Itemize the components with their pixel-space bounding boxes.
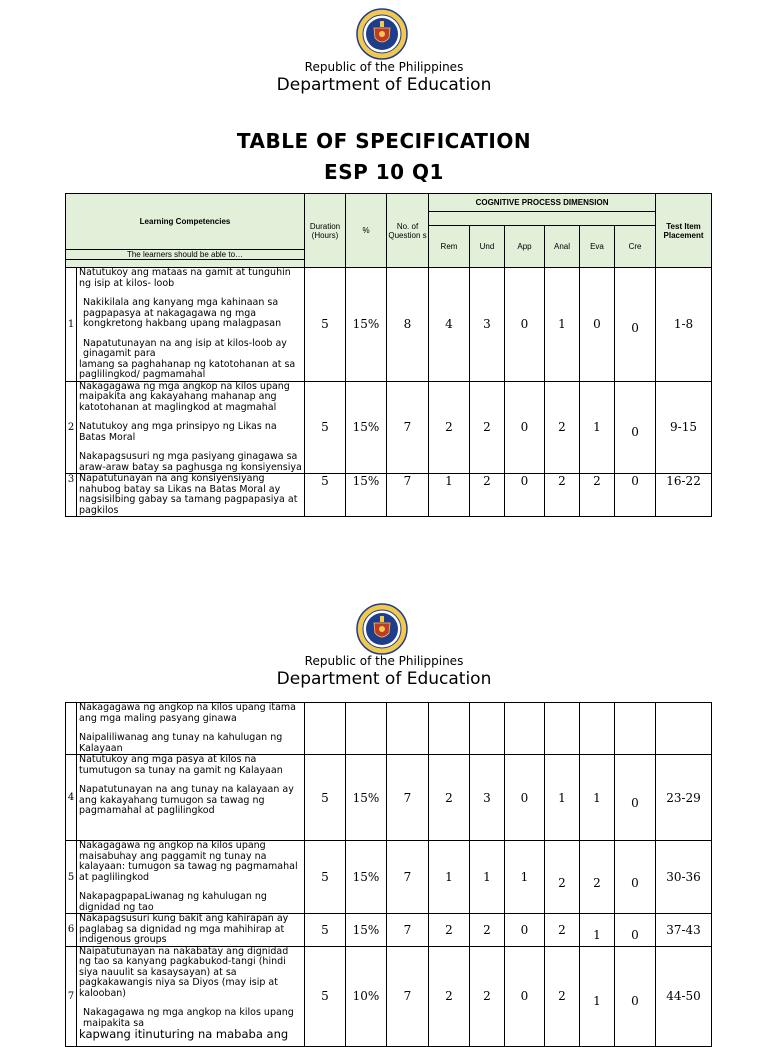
und-cell: 2	[470, 946, 505, 1046]
app-cell: 0	[505, 474, 545, 517]
row-number: 3	[66, 474, 77, 517]
competency-cell	[77, 841, 305, 914]
questions-cell: 7	[387, 841, 429, 914]
row-number: 5	[66, 841, 77, 914]
competency-text: lamang sa paghahanap ng katotohanan at sa paglilingkod/ pagmamahal	[79, 358, 296, 380]
row-number: 7	[66, 946, 77, 1046]
deped-seal-icon	[356, 603, 408, 655]
competency-text: Nakagagawa ng angkop na kilos upang itama ang mga maling pasyang ginawa	[79, 702, 296, 724]
percent-header: %	[346, 194, 387, 268]
table-row	[66, 474, 712, 517]
placement-cell: 9-15	[656, 381, 712, 474]
und-cell: 2	[470, 914, 505, 947]
anal-cell: 1	[545, 755, 580, 841]
eva-cell: 1	[580, 914, 615, 947]
und-cell: 3	[470, 755, 505, 841]
competency-text: Natutukoy ang mga prinsipyo ng Likas na Batas Moral	[79, 421, 277, 443]
learners-note: The learners should be able to…	[66, 250, 305, 260]
table-row	[66, 381, 712, 474]
cre-cell	[615, 703, 656, 755]
rem-cell: 1	[429, 474, 470, 517]
competency-text: Napatutunayan na ang konsiyensiyang nahubog batay sa Likas na Batas Moral ay nagsisilbing gabay sa tamang pagpapasiya at pagkilos	[79, 473, 298, 516]
competency-text: kapwang itinuturing na mababa ang	[79, 1027, 289, 1041]
specification-table-page2	[65, 702, 712, 1047]
cognitive-dimension-header: COGNITIVE PROCESS DIMENSION	[429, 194, 656, 212]
percent-cell: 15%	[346, 381, 387, 474]
competency-text: Naipaliliwanag ang tunay na kahulugan ng Kalayaan	[79, 732, 283, 754]
questions-header: No. of Question s	[387, 194, 429, 268]
competency-cell	[77, 268, 305, 382]
cre-cell: 0	[615, 381, 656, 474]
anal-cell: 1	[545, 268, 580, 382]
competency-cell	[77, 474, 305, 517]
department-label: Department of Education	[276, 669, 492, 689]
anal-cell: 2	[545, 381, 580, 474]
placement-cell: 1-8	[656, 268, 712, 382]
app-cell: 0	[505, 755, 545, 841]
rem-cell: 2	[429, 381, 470, 474]
cre-cell: 0	[615, 755, 656, 841]
anal-cell	[545, 703, 580, 755]
app-header: App	[505, 226, 545, 268]
duration-cell	[305, 703, 346, 755]
competency-cell	[77, 703, 305, 755]
competency-text: Natutukoy ang mga pasya at kilos na tumutugon sa tunay na gamit ng Kalayaan	[79, 754, 283, 776]
percent-cell: 15%	[346, 841, 387, 914]
placement-cell: 37-43	[656, 914, 712, 947]
app-cell	[505, 703, 545, 755]
duration-cell: 5	[305, 268, 346, 382]
eva-cell: 0	[580, 268, 615, 382]
app-cell: 0	[505, 381, 545, 474]
anal-cell: 2	[545, 474, 580, 517]
competency-cell	[77, 755, 305, 841]
cre-cell: 0	[615, 946, 656, 1046]
competency-cell	[77, 946, 305, 1046]
duration-cell: 5	[305, 474, 346, 517]
competency-text: Nakagagawa ng angkop na kilos upang maisabuhay ang paggamit ng tunay na kalayaan: tumugon sa tawag ng pagmamahal at paglilingkod	[79, 840, 298, 883]
row-number: 4	[66, 755, 77, 841]
table-row	[66, 703, 712, 755]
questions-cell: 7	[387, 381, 429, 474]
competency-text: NakapagpapaLiwanag ng kahulugan ng dignidad ng tao	[79, 891, 267, 913]
placement-cell: 16-22	[656, 474, 712, 517]
rem-cell	[429, 703, 470, 755]
rem-cell: 2	[429, 914, 470, 947]
anal-cell: 2	[545, 841, 580, 914]
percent-cell: 15%	[346, 474, 387, 517]
percent-cell: 10%	[346, 946, 387, 1046]
duration-cell: 5	[305, 381, 346, 474]
table-row	[66, 946, 712, 1046]
questions-cell: 7	[387, 474, 429, 517]
cognitive-spacer	[429, 212, 656, 226]
placement-header: Test Item Placement	[656, 194, 712, 268]
placement-cell: 30-36	[656, 841, 712, 914]
anal-header: Anal	[545, 226, 580, 268]
republic-label: Republic of the Philippines	[304, 60, 464, 74]
rem-cell: 2	[429, 755, 470, 841]
und-cell: 1	[470, 841, 505, 914]
eva-cell: 1	[580, 946, 615, 1046]
rem-cell: 4	[429, 268, 470, 382]
anal-cell: 2	[545, 946, 580, 1046]
placement-cell: 23-29	[656, 755, 712, 841]
app-cell: 1	[505, 841, 545, 914]
table-row	[66, 268, 712, 382]
competency-text: Nakagagawa ng mga angkop na kilos upang maipakita sa	[83, 1007, 294, 1029]
anal-cell: 2	[545, 914, 580, 947]
table-row	[66, 914, 712, 947]
competency-text: Nakapagsusuri ng mga pasiyang ginagawa sa araw-araw batay sa paghusga ng konsiyensiya	[79, 451, 302, 473]
rem-cell: 1	[429, 841, 470, 914]
und-cell: 3	[470, 268, 505, 382]
row-number: 6	[66, 914, 77, 947]
table-row	[66, 755, 712, 841]
app-cell: 0	[505, 946, 545, 1046]
deped-seal-icon	[356, 8, 408, 60]
percent-cell: 15%	[346, 914, 387, 947]
eva-cell: 1	[580, 381, 615, 474]
app-cell: 0	[505, 268, 545, 382]
placement-cell: 44-50	[656, 946, 712, 1046]
department-label: Department of Education	[276, 75, 492, 95]
specification-table-page1	[65, 193, 712, 517]
document-title: TABLE OF SPECIFICATION	[236, 129, 532, 153]
questions-cell: 8	[387, 268, 429, 382]
rem-cell: 2	[429, 946, 470, 1046]
competency-text: Nakapagsusuri kung bakit ang kahirapan ay paglabag sa dignidad ng mga mahihirap at indigenous groups	[79, 913, 289, 945]
cre-cell: 0	[615, 914, 656, 947]
questions-cell: 7	[387, 946, 429, 1046]
competency-text: Naipatutunayan na nakabatay ang dignidad ng tao sa kanyang pagkabukod-tangi (hindi siya nauulit sa kasaysayan) at sa pagkakawangis niya sa Diyos (may isip at kalooban)	[79, 946, 289, 999]
eva-cell: 1	[580, 755, 615, 841]
und-header: Und	[470, 226, 505, 268]
competency-cell	[77, 381, 305, 474]
app-cell: 0	[505, 914, 545, 947]
competency-text: Napatutunayan na ang isip at kilos-loob ay ginagamit para	[83, 337, 287, 359]
row-number	[66, 703, 77, 755]
und-cell: 2	[470, 474, 505, 517]
republic-label: Republic of the Philippines	[304, 654, 464, 668]
cre-cell: 0	[615, 841, 656, 914]
percent-cell: 15%	[346, 268, 387, 382]
percent-cell	[346, 703, 387, 755]
row-number: 1	[66, 268, 77, 382]
questions-cell: 7	[387, 914, 429, 947]
questions-cell: 7	[387, 755, 429, 841]
header-spacer	[66, 260, 305, 268]
competency-text: Nakikilala ang kanyang mga kahinaan sa pagpapasya at nakagagawa ng mga kongkretong hakbang upang malagpasan	[83, 297, 282, 329]
competency-cell	[77, 914, 305, 947]
duration-cell: 5	[305, 914, 346, 947]
cre-cell: 0	[615, 474, 656, 517]
placement-cell	[656, 703, 712, 755]
cre-cell: 0	[615, 268, 656, 382]
rem-header: Rem	[429, 226, 470, 268]
duration-cell: 5	[305, 841, 346, 914]
eva-cell	[580, 703, 615, 755]
questions-cell	[387, 703, 429, 755]
duration-cell: 5	[305, 755, 346, 841]
eva-header: Eva	[580, 226, 615, 268]
document-subtitle: ESP 10 Q1	[324, 160, 444, 184]
und-cell: 2	[470, 381, 505, 474]
competency-text: Natutukoy ang mataas na gamit at tunguhin ng isip at kilos- loob	[79, 267, 291, 289]
duration-header: Duration (Hours)	[305, 194, 346, 268]
table-row	[66, 841, 712, 914]
eva-cell: 2	[580, 841, 615, 914]
percent-cell: 15%	[346, 755, 387, 841]
und-cell	[470, 703, 505, 755]
competency-text: Napatutunayan na ang tunay na kalayaan ay ang kakayahang tumugon sa tawag ng pagmamahal at paglilingkod	[79, 784, 294, 816]
learning-competencies-header: Learning Competencies	[66, 194, 305, 250]
cre-header: Cre	[615, 226, 656, 268]
duration-cell: 5	[305, 946, 346, 1046]
row-number: 2	[66, 381, 77, 474]
competency-text: Nakagagawa ng mga angkop na kilos upang maipakita ang kakayahang mahanap ang katotohanan at maglingkod at magmahal	[79, 381, 290, 413]
eva-cell: 2	[580, 474, 615, 517]
